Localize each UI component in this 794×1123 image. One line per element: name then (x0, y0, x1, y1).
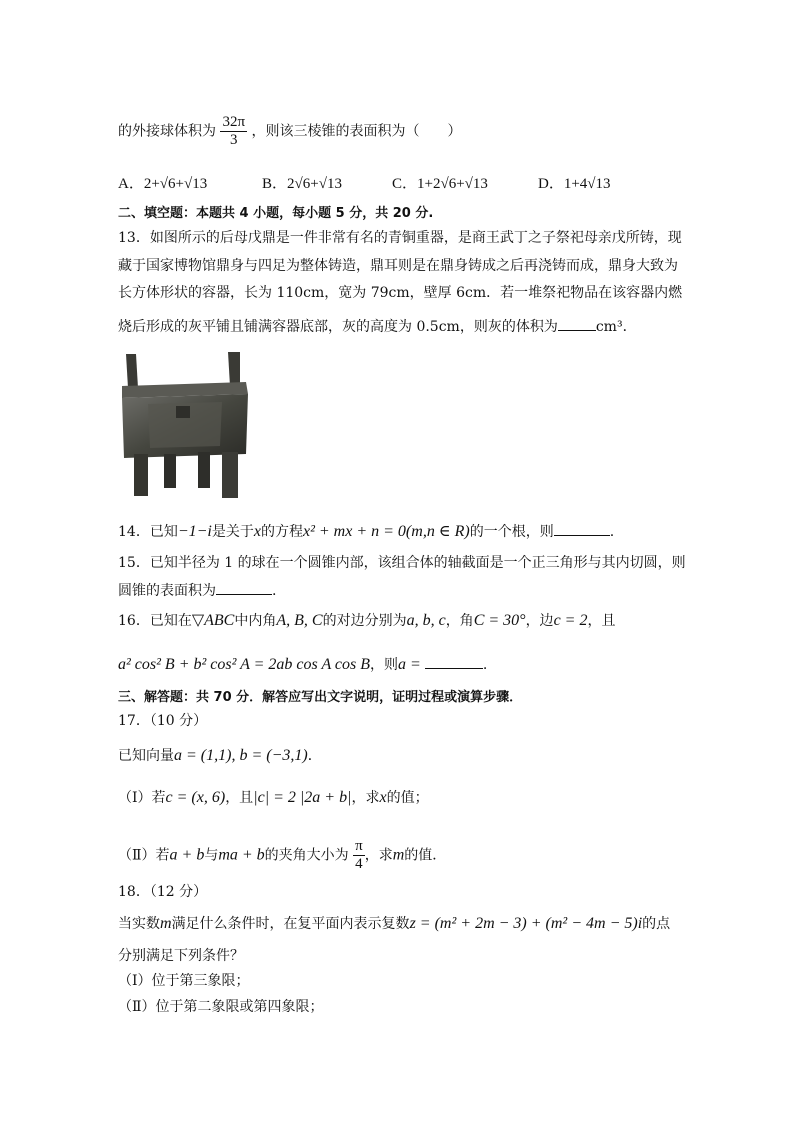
q17-vector-c: c = (x, 6) (165, 789, 226, 806)
option-label: C． (392, 176, 418, 192)
q16-triangle: ▽ABC (191, 612, 235, 629)
q12-tail-line (118, 114, 461, 149)
option-expr: 2√6+√13 (287, 176, 342, 192)
q16-answer-var: a = (398, 656, 421, 673)
q14-mid2: 的方程 (260, 524, 303, 540)
q17-text: 与 (204, 847, 219, 864)
option-label: A． (118, 176, 144, 192)
q14-var: x (253, 523, 261, 540)
q17-text: （Ⅰ）若 (118, 790, 166, 806)
answer-blank[interactable] (425, 654, 483, 669)
ding-bronze-vessel-image (118, 350, 250, 498)
answer-blank[interactable] (558, 316, 596, 331)
q17-var: x (379, 789, 387, 806)
q17-text: （Ⅱ）若 (118, 847, 170, 864)
q17-text: 的夹角大小为 (264, 847, 349, 864)
q13-line-2: 藏于国家博物馆鼎身与四足为整体铸造，鼎耳则是在鼎身铸成之后再浇铸而成，鼎身大致为 (118, 258, 678, 274)
option-expr: 1+4√13 (563, 176, 611, 192)
q18-part-1: （Ⅰ）位于第三象限； (118, 973, 250, 989)
q17-condition: |c| = 2 |2a + b| (253, 789, 352, 806)
q14-mid: 是关于 (211, 524, 254, 540)
q14-prefix: 14．已知 (118, 524, 178, 540)
answer-blank[interactable] (216, 580, 272, 595)
q17-vectors: a = (1,1), b = (−3,1) (174, 747, 308, 764)
q15-end: . (272, 583, 277, 599)
q13-line-3: 长方体形状的容器，长为 110cm，宽为 79cm，壁厚 6cm．若一堆祭祀物品在该容器内燃 (118, 285, 683, 301)
q16-text: 中内角 (234, 613, 277, 629)
option-expr: 2+√6+√13 (143, 176, 208, 192)
q17-frac-den: 4 (355, 856, 363, 872)
q16-text: 的对边分别为 (322, 613, 407, 629)
q12-fraction (220, 114, 247, 149)
q17-heading: 17．（10 分） (118, 713, 208, 729)
section-3-heading: 三、解答题：共 70 分．解答应写出文字说明，证明过程或演算步骤． (118, 690, 523, 705)
q16-line-2 (118, 654, 487, 675)
q15-line-2 (118, 580, 276, 601)
q18-heading: 18．（12 分） (118, 884, 208, 900)
answer-blank[interactable] (554, 521, 610, 536)
q12-option-d (538, 172, 611, 193)
q13-line-4 (118, 316, 637, 337)
q17-angle-fraction (353, 838, 365, 873)
q12-option-a (118, 172, 207, 193)
q12-suffix: ，则该三棱锥的表面积为（ ） (251, 123, 462, 140)
q17-var: m (392, 846, 405, 864)
option-expr: 1+2√6+√13 (417, 176, 488, 192)
q16-side-c: c = 2 (553, 612, 588, 629)
q12-prefix: 的外接球体积为 (118, 123, 216, 140)
option-label: D． (538, 176, 564, 192)
q18-text: 当实数 (118, 916, 160, 932)
q12-frac-den: 3 (229, 132, 238, 148)
q16-text: ，则 (370, 657, 399, 673)
q13-unit: cm³． (595, 319, 637, 335)
q12-frac-num: 32π (222, 114, 246, 130)
q13-line-4-text: 烧后形成的灰平铺且铺满容器底部，灰的高度为 0.5cm，则灰的体积为 (118, 319, 558, 335)
q17-text: ． (307, 748, 322, 764)
q16-text: ，边 (525, 613, 554, 629)
q16-line-1 (118, 611, 615, 631)
q17-given (118, 746, 322, 766)
q14-root: −1−i (177, 523, 212, 540)
q15-line-1: 15．已知半径为 1 的球在一个圆锥内部，该组合体的轴截面是一个正三角形与其内切圆，则 (118, 555, 686, 571)
q17-text: ，且 (225, 790, 254, 806)
q14-suffix: 的一个根，则 (469, 524, 554, 540)
q17-part-2 (118, 838, 446, 873)
q13-line-1: 13．如图所示的后母戊鼎是一件非常有名的青铜重器，是商王武丁之子祭祀母亲戊所铸，现 (118, 230, 682, 246)
q17-part-1 (118, 788, 429, 808)
q18-complex: z = (m² + 2m − 3) + (m² − 4m − 5)i (409, 915, 643, 932)
q16-text: 16．已知在 (118, 613, 192, 629)
q18-var: m (160, 915, 172, 932)
q15-line-2-text: 圆锥的表面积为 (118, 583, 216, 599)
q16-text: ，角 (445, 613, 474, 629)
q17-text: 的值； (386, 790, 429, 806)
q16-end: . (482, 657, 488, 673)
q17-text: 已知向量 (118, 748, 174, 764)
q18-part-2: （Ⅱ）位于第二象限或第四象限； (118, 999, 324, 1015)
q16-text: ，且 (587, 613, 616, 629)
q16-angle-c: C = 30° (473, 612, 526, 629)
q14-line (118, 521, 614, 542)
q16-angles: A, B, C (276, 612, 323, 629)
q18-line-1 (118, 914, 670, 934)
q17-sum: a + b (169, 846, 205, 864)
q17-combo: ma + b (218, 846, 265, 864)
q17-text: 的值． (404, 847, 447, 864)
q18-text: 的点 (642, 916, 671, 932)
q14-end: . (609, 524, 615, 540)
q12-option-b (262, 172, 342, 193)
section-2-heading: 二、填空题：本题共 4 小题，每小题 5 分，共 20 分. (118, 206, 434, 221)
q17-text: ，求 (351, 790, 380, 806)
q18-line-2: 分别满足下列条件？ (118, 948, 244, 964)
q18-text: 满足什么条件时，在复平面内表示复数 (171, 916, 410, 932)
q16-equation: a² cos² B + b² cos² A = 2ab cos A cos B (118, 656, 371, 673)
q12-option-c (392, 172, 488, 193)
q17-frac-num: π (355, 838, 363, 854)
option-label: B． (262, 176, 288, 192)
q16-sides: a, b, c (406, 612, 446, 629)
q14-equation: x² + mx + n = 0(m,n ∈ R) (302, 523, 470, 540)
q17-text: ，求 (364, 847, 393, 864)
